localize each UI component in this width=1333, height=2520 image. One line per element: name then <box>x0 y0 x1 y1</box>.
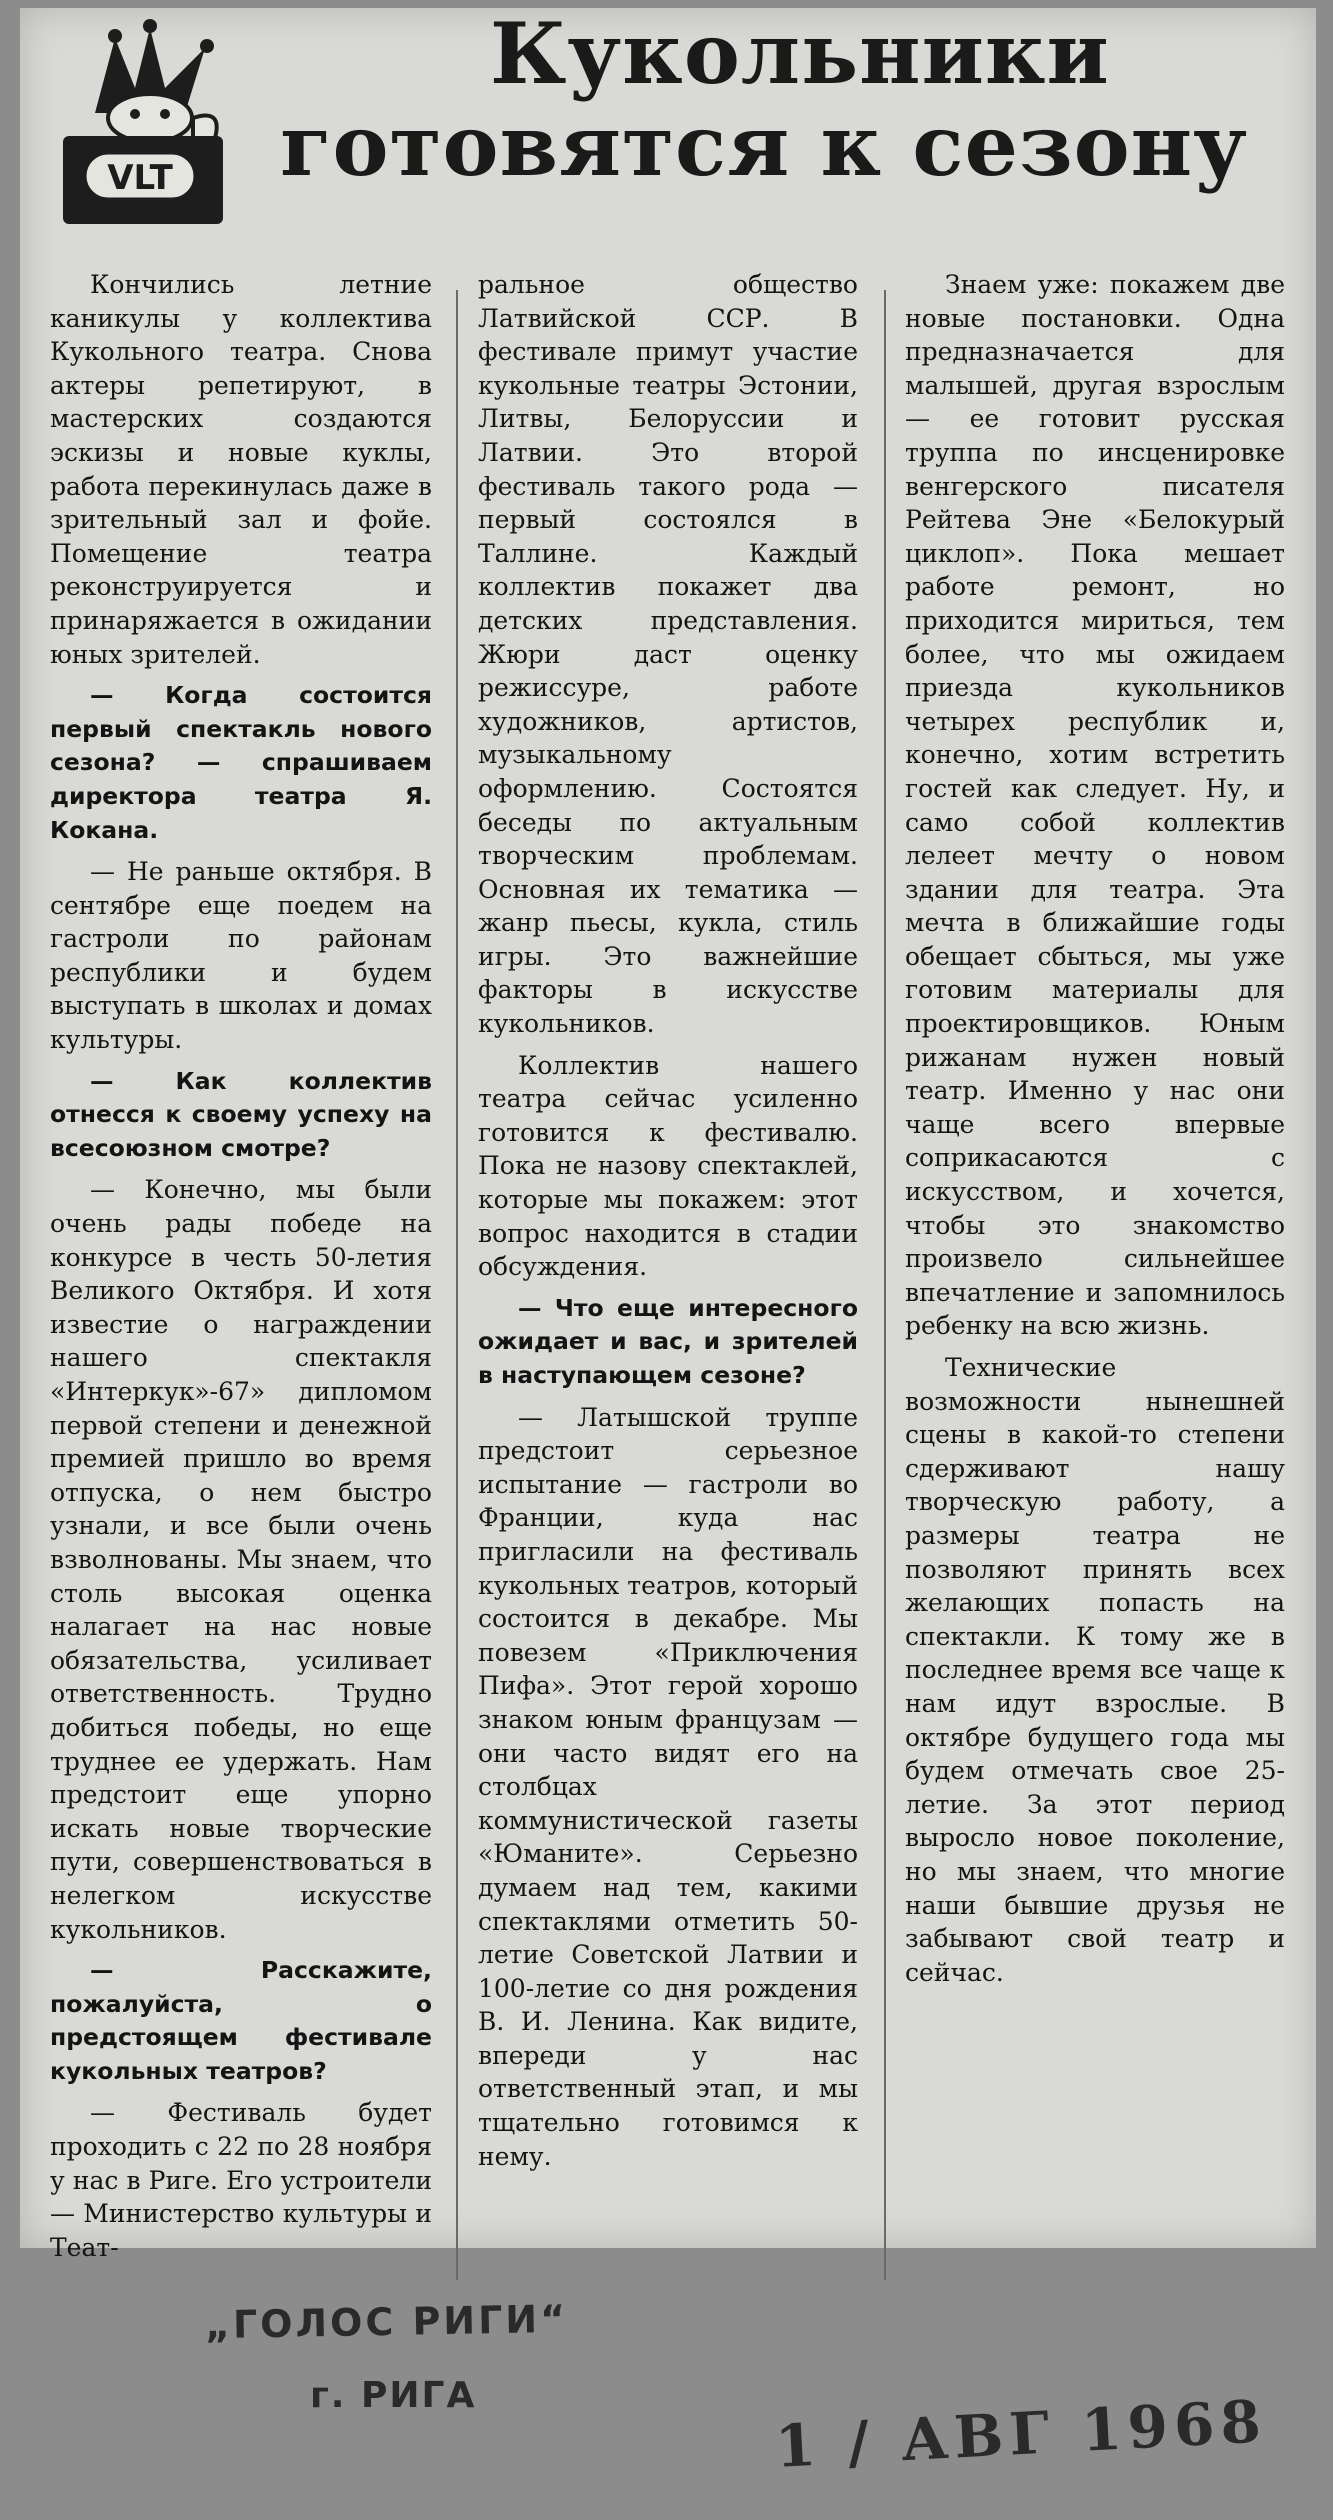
interview-question: — Что еще интересного ожидает и вас, и зрителей в наступающем сезоне? <box>478 1293 858 1389</box>
article-paragraph: Технические возможности нынешней сцены в какой-то степени сдерживают нашу творческую работу, а размеры театра не позволяют принять всех желающих попасть на спектакли. К тому же в последнее время все чаще к нам идут взрослые. В октябре будущего года мы будем отмечать свое 25-летие. За этот период выросло новое поколение, но мы знаем, что многие наши бывшие друзья не забывают свой театр и сейчас. <box>905 1353 1285 1987</box>
interview-question: — Расскажите, пожалуйста, о предстоящем фестивале кукольных театров? <box>50 1956 432 2085</box>
article-column-1 <box>50 268 432 2272</box>
article-paragraph: ральное общество Латвийской ССР. В фестивале примут участие кукольные театры Эстонии, Литвы, Белоруссии и Латвии. Это второй фестиваль такого рода — первый состоялся в Таллине. Каждый коллектив покажет два детских представления. Жюри даст оценку режиссуре, работе художников, артистов, музыкальному оформлению. Состоятся беседы по актуальным творческим проблемам. Основная их тематика — жанр пьесы, кукла, стиль игры. Это важнейшие факторы в искусстве кукольников. <box>478 270 858 1039</box>
source-stamp: „ГОЛОС РИГИ“ <box>204 2296 569 2348</box>
article-paragraph: Кончились летние каникулы у коллектива Кукольного театра. Снова актеры репетируют, в мастерских создаются эскизы и новые куклы, работа перекинулась даже в зрительный зал и фойе. Помещение театра реконструируется и принаряжается в ожидании юных зрителей. <box>50 270 432 669</box>
date-stamp: 1 / АВГ 1968 <box>773 2387 1269 2481</box>
article-paragraph: — Латышской труппе предстоит серьезное испытание — гастроли во Франции, куда нас пригласили на фестиваль кукольных театров, который состоится в декабре. Мы повезем «Приключения Пифа». Этот герой хорошо знаком юным французам — они часто видят его на столбцах коммунистической газеты «Юманите». Серьезно думаем над тем, какими спектаклями отметить 50-летие Советской Латвии и 100-летие со дня рождения В. И. Ленина. Как видите, впереди у нас ответственный этап, и мы тщательно готовимся к нему. <box>478 1402 858 2171</box>
article-paragraph: — Фестиваль будет проходить с 22 по 28 ноября у нас в Риге. Его устроители — Министерство культуры и Теат- <box>50 2098 432 2262</box>
article-paragraph: — Не раньше октября. В сентябре еще поедем на гастроли по районам республики и будем выступать в школах и домах культуры. <box>50 857 432 1055</box>
puppet-logo <box>55 18 240 228</box>
column-divider <box>884 290 886 2280</box>
article-paragraph: — Конечно, мы были очень рады победе на конкурсе в честь 50-летия Великого Октября. И хотя известие о награждении нашего спектакля «Интеркук»-67» дипломом первой степени и денежной премией пришло во время отпуска, о нем быстро узнали, и все были очень взволнованы. Мы знаем, что столь высокая оценка налагает на нас новые обязательства, усиливает ответственность. Трудно добиться победы, но еще труднее ее удержать. Нам предстоит еще упорно искать новые творческие пути, совершенствоваться в нелегком искусстве кукольников. <box>50 1175 432 1944</box>
article-paragraph: Знаем уже: покажем две новые постановки. Одна предназначается для малышей, другая взрослым — ее готовит русская труппа по инсценировке венгерского писателя Рейтева Эне «Белокурый циклоп». Пока мешает работе ремонт, но приходится мириться, тем более, что мы ожидаем приезда кукольников четырех республик и, конечно, хотим встретить гостей как следует. Ну, и само собой коллектив лелеет мечту о новом здании для театра. Эта мечта в ближайшие годы обещает сбыться, мы уже готовим материалы для проектировщиков. Юным рижанам нужен новый театр. Именно у нас они чаще всего впервые соприкасаются с искусством, и хочется, чтобы это знакомство произвело сильнейшее впечатление и запомнилось ребенку на всю жизнь. <box>905 270 1285 1341</box>
interview-question: — Как коллектив отнесся к своему успеху на всесоюзном смотре? <box>50 1066 432 1162</box>
article-column-3 <box>905 268 1285 1997</box>
column-divider <box>456 290 458 2280</box>
article-column-2 <box>478 268 858 2181</box>
logo-text: VLT <box>107 158 173 198</box>
headline <box>280 4 1290 196</box>
headline-line-1: Кукольники <box>490 4 1110 103</box>
city-stamp: г. РИГА <box>310 2375 477 2416</box>
article-paragraph: Коллектив нашего театра сейчас усиленно готовится к фестивалю. Пока не назову спектаклей, которые мы покажем: этот вопрос находится в стадии обсуждения. <box>478 1050 858 1282</box>
interview-question: — Когда состоится первый спектакль нового сезона? — спрашиваем директора театра Я. Кокана. <box>50 681 432 844</box>
headline-line-2: готовятся к сезону <box>280 96 1248 196</box>
